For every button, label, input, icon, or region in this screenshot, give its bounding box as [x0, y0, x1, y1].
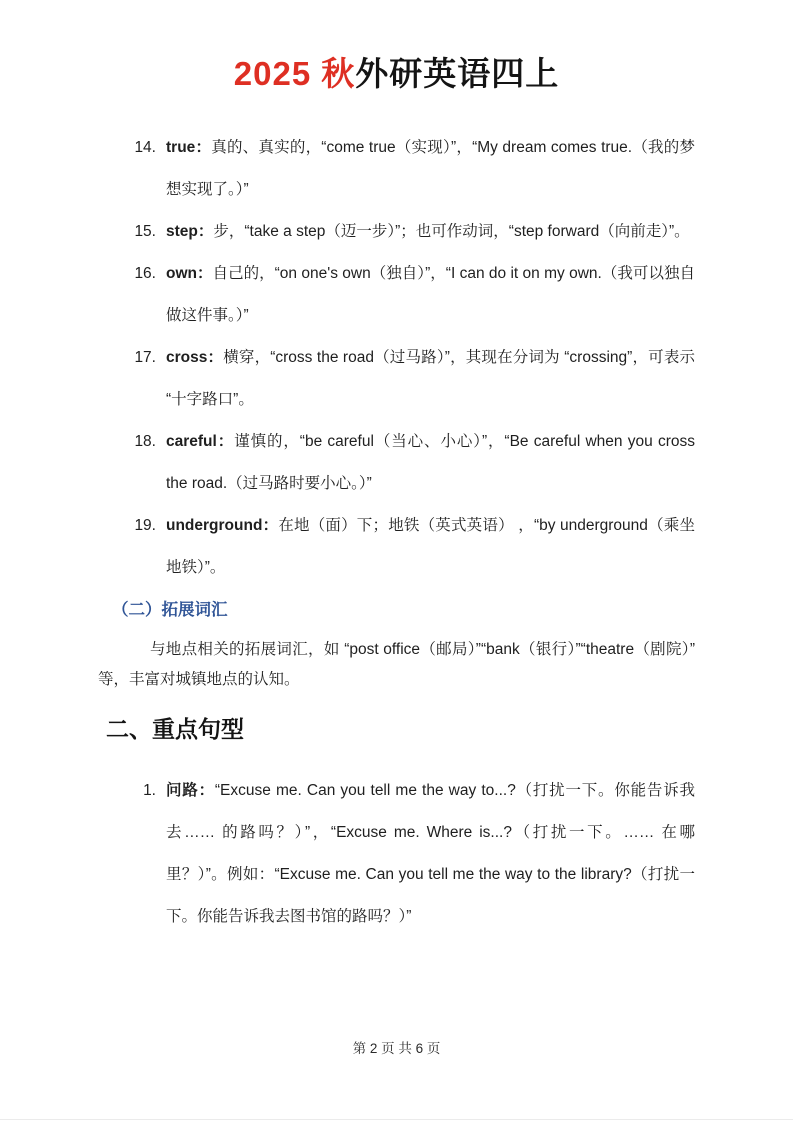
section-heading-expand-vocab: （二）拓展词汇	[112, 601, 228, 619]
vocab-item-14	[98, 127, 695, 211]
title-season: 秋	[321, 57, 356, 93]
vocab-desc: 在地（面）下；地铁（英式英语） ，“by underground（乘坐地铁）”。	[166, 517, 695, 576]
item-number: 1.	[143, 782, 156, 799]
item-number: 16.	[134, 265, 156, 282]
page-title	[98, 52, 695, 97]
vocab-term: own：	[166, 265, 213, 282]
vocab-term: step：	[166, 223, 214, 240]
vocab-desc: 横穿，“cross the road（过马路）”，其现在分词为 “crossing”，可表示 “十字路口”。	[166, 349, 695, 408]
sentence-list	[98, 770, 695, 938]
vocab-desc: 真的、真实的，“come true（实现）”，“My dream comes true.（我的梦想实现了。）”	[166, 139, 695, 198]
page-footer: 第 2 页 共 6 页	[352, 1041, 441, 1056]
vocab-list	[98, 127, 695, 589]
sentence-desc: “Excuse me. Can you tell me the way to...?（打扰一下。你能告诉我去…… 的路吗？）”，“Excuse me. Where is...?（打扰一下。…… 在哪里？）”。例如：“Excuse me. Can you tell me the way to the library?（打扰一下。你能告诉我去图书馆的路吗？）”	[166, 782, 695, 925]
item-number: 15.	[134, 223, 156, 240]
vocab-term: careful：	[166, 433, 235, 450]
sentence-term: 问路：	[166, 782, 215, 799]
vocab-item-17	[98, 337, 695, 421]
vocab-item-15	[98, 211, 695, 253]
item-number: 18.	[134, 433, 156, 450]
item-number: 17.	[134, 349, 156, 366]
vocab-item-16	[98, 253, 695, 337]
vocab-desc: 步，“take a step（迈一步）”；也可作动词，“step forward（向前走）”。	[213, 223, 690, 240]
item-number: 19.	[134, 517, 156, 534]
title-year: 2025	[233, 55, 312, 92]
vocab-desc: 自己的，“on one's own（独自）”，“I can do it on my own.（我可以独自做这件事。）”	[166, 265, 695, 324]
sentence-item-1	[98, 770, 695, 938]
item-number: 14.	[134, 139, 156, 156]
expand-vocab-paragraph: 与地点相关的拓展词汇，如 “post office（邮局）”“bank（银行）”“theatre（剧院）” 等，丰富对城镇地点的认知。	[98, 641, 695, 688]
vocab-item-18	[98, 421, 695, 505]
vocab-term: cross：	[166, 349, 224, 366]
title-rest: 外研英语四上	[355, 57, 560, 93]
page-bottom-edge	[0, 1119, 793, 1120]
vocab-term: underground：	[166, 517, 279, 534]
vocab-term: true：	[166, 139, 212, 156]
vocab-item-19	[98, 505, 695, 589]
section-heading-key-sentences: 二、重点句型	[106, 716, 244, 742]
vocab-desc: 谨慎的，“be careful（当心、小心）”，“Be careful when you cross the road.（过马路时要小心。）”	[166, 433, 695, 492]
